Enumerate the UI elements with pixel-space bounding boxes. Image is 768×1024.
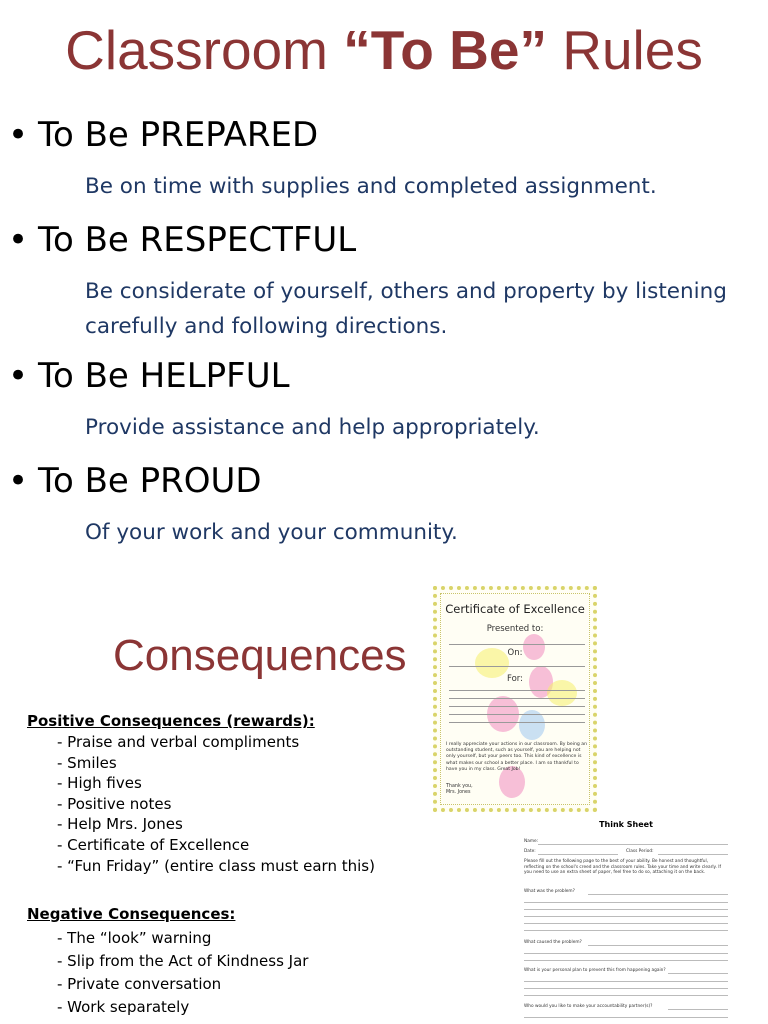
consequences-title: Consequences bbox=[113, 631, 407, 680]
list-item: - Help Mrs. Jones bbox=[57, 815, 183, 834]
think-sheet-line bbox=[524, 930, 728, 931]
think-sheet-line bbox=[524, 916, 728, 917]
list-item: - Smiles bbox=[57, 753, 117, 772]
think-sheet-instructions: Please fill out the following page to the best of your ability. Be honest and thoughtful, reflecting on the school's creed and the classroom rules. Take your time and write clearly. If you need to use an extra sheet of paper, feel free to do so, attaching it on the back. bbox=[524, 859, 721, 876]
list-item: - The “look” warning bbox=[57, 929, 212, 947]
think-sheet-line bbox=[524, 1017, 728, 1018]
think-sheet-line bbox=[524, 902, 728, 903]
certificate-signature bbox=[446, 784, 473, 796]
think-sheet-line bbox=[658, 854, 728, 855]
certificate-line bbox=[449, 698, 585, 699]
certificate-line bbox=[449, 706, 585, 707]
rule-desc-helpful: Provide assistance and help appropriately. bbox=[85, 415, 540, 440]
certificate-line bbox=[449, 714, 585, 715]
rule-desc-respectful: Be considerate of yourself, others and property by listening carefully and following directions. bbox=[85, 279, 727, 339]
think-sheet-question-2: What caused the problem? bbox=[524, 940, 582, 945]
rule-heading-prepared: • To Be PREPARED bbox=[8, 115, 319, 155]
certificate-presented-label: Presented to: bbox=[486, 624, 544, 634]
certificate-line bbox=[449, 690, 585, 691]
think-sheet-line bbox=[524, 988, 728, 989]
positive-consequences-heading: Positive Consequences (rewards): bbox=[27, 712, 315, 730]
think-sheet-line bbox=[588, 894, 728, 895]
certificate-line bbox=[449, 666, 585, 667]
think-sheet-line bbox=[538, 854, 618, 855]
list-item: - Private conversation bbox=[57, 975, 222, 993]
certificate-line bbox=[449, 644, 585, 645]
rule-heading-proud: • To Be PROUD bbox=[8, 461, 262, 501]
think-sheet-title: Think Sheet bbox=[599, 820, 653, 829]
think-sheet-name-label: Name: bbox=[524, 839, 539, 844]
list-item: - Slip from the Act of Kindness Jar bbox=[57, 952, 309, 970]
positive-consequences-list bbox=[57, 732, 375, 876]
certificate-of-excellence-image bbox=[433, 586, 597, 812]
think-sheet-line bbox=[524, 923, 728, 924]
think-sheet-line bbox=[668, 1009, 728, 1010]
rule-desc-proud: Of your work and your community. bbox=[85, 520, 458, 545]
think-sheet-line bbox=[538, 844, 728, 845]
think-sheet-line bbox=[524, 995, 728, 996]
think-sheet-line bbox=[588, 945, 728, 946]
certificate-title: Certificate of Excellence bbox=[445, 602, 585, 616]
list-item: - Praise and verbal compliments bbox=[57, 733, 300, 751]
think-sheet-line bbox=[524, 960, 728, 961]
think-sheet-line bbox=[668, 973, 728, 974]
list-item: - “Fun Friday” (entire class must earn this) bbox=[57, 856, 375, 875]
certificate-on-label: On: bbox=[507, 648, 523, 658]
list-item: - Positive notes bbox=[57, 794, 172, 813]
list-item: - Certificate of Excellence bbox=[57, 835, 250, 854]
rule-heading-respectful: • To Be RESPECTFUL bbox=[8, 220, 357, 260]
rule-heading-helpful: • To Be HELPFUL bbox=[8, 356, 290, 396]
negative-consequences-list bbox=[57, 928, 308, 1020]
list-item: - High fives bbox=[57, 774, 142, 793]
think-sheet-line bbox=[524, 953, 728, 954]
certificate-line bbox=[449, 722, 585, 723]
think-sheet-question-4: Who would you like to make your accountability partner(s)? bbox=[524, 1004, 653, 1009]
think-sheet-date-label: Date: bbox=[524, 849, 536, 854]
list-item: - Work separately bbox=[57, 998, 190, 1016]
rule-desc-prepared: Be on time with supplies and completed assignment. bbox=[85, 174, 657, 199]
certificate-body: I really appreciate your actions in our classroom. By being an outstanding student, such as yourself, you are helping not only yourself, but your peers too. This kind of excellence is what makes our school a better place. I am so thankful to have you in my class. Great Job! bbox=[446, 742, 588, 772]
negative-consequences-heading: Negative Consequences: bbox=[27, 905, 236, 923]
think-sheet-image bbox=[518, 813, 734, 1024]
think-sheet-line bbox=[524, 909, 728, 910]
certificate-signer: Mrs. Jones bbox=[446, 790, 471, 795]
think-sheet-line bbox=[524, 981, 728, 982]
think-sheet-question-3: What is your personal plan to prevent this from happening again? bbox=[524, 968, 666, 973]
page-title: Classroom “To Be” Rules bbox=[65, 19, 703, 81]
certificate-for-label: For: bbox=[507, 674, 523, 684]
certificate-thanks: Thank you, bbox=[446, 784, 473, 789]
think-sheet-question-1: What was the problem? bbox=[524, 889, 575, 894]
think-sheet-period-label: Class Period: bbox=[626, 849, 654, 854]
